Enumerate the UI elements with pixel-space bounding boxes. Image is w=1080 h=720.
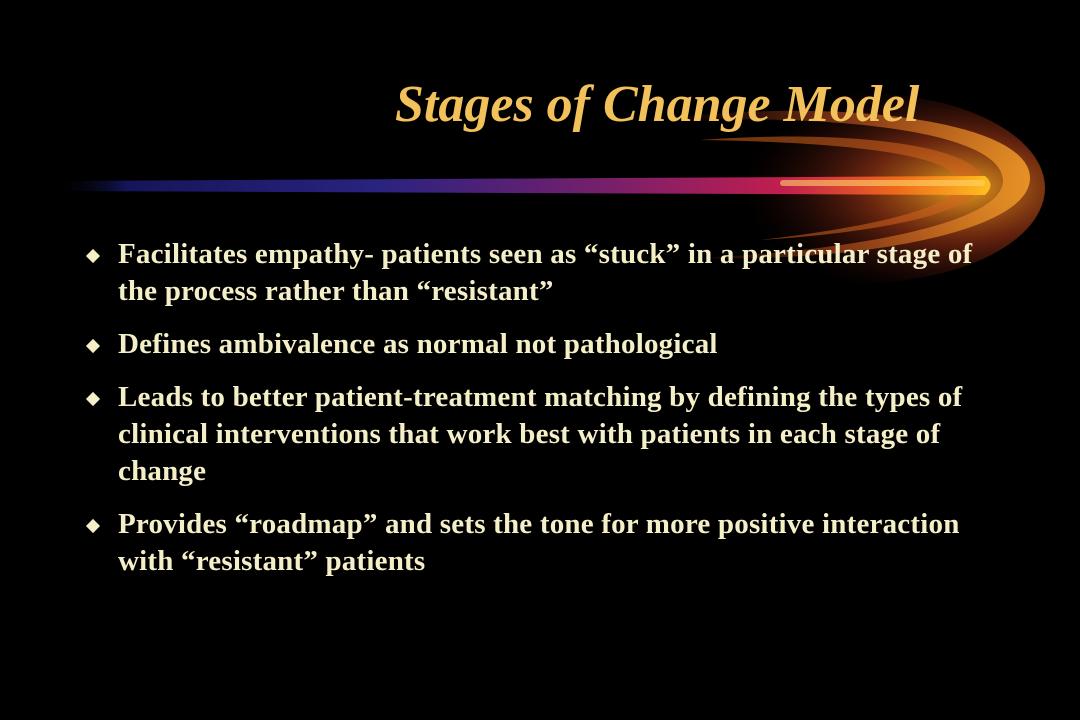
swoosh-bar-highlight [780, 180, 985, 186]
diamond-bullet-icon [86, 339, 100, 353]
bullet-item [85, 379, 985, 490]
diamond-bullet-icon [86, 249, 100, 263]
bullet-text: Defines ambivalence as normal not pathological [118, 328, 718, 360]
bullet-item [85, 326, 985, 363]
bullet-item [85, 506, 985, 580]
bullet-list [85, 236, 985, 596]
diamond-bullet-icon [86, 519, 100, 533]
slide-title: Stages of Change Model [395, 76, 920, 133]
diamond-bullet-icon [86, 392, 100, 406]
bullet-item [85, 236, 985, 310]
bullet-text: Provides “roadmap” and sets the tone for more positive interaction with “resistant” patients [118, 508, 960, 577]
bullet-text: Facilitates empathy- patients seen as “stuck” in a particular stage of the process rather than “resistant” [118, 238, 973, 307]
bullet-text: Leads to better patient-treatment matching by defining the types of clinical interventions that work best with patients in each stage of change [118, 381, 963, 487]
